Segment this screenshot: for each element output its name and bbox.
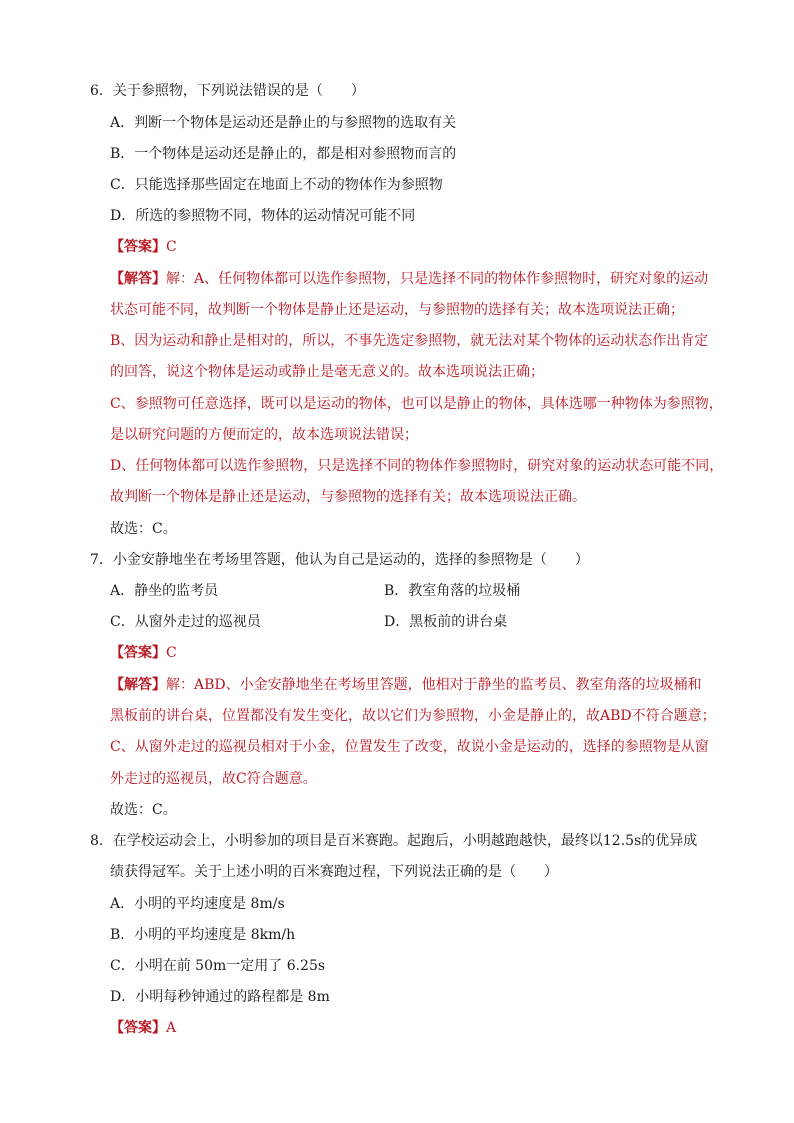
- answer-value: C: [166, 645, 177, 661]
- question-6-option-a: A．判断一个物体是运动还是静止的与参照物的选取有关: [110, 115, 457, 131]
- analysis-text: 解：A、任何物体都可以选作参照物，只是选择不同的物体作参照物时，研究对象的运动: [166, 271, 709, 287]
- question-7-option-b: B．教室角落的垃圾桶: [384, 583, 521, 599]
- question-6-option-d: D．所选的参照物不同，物体的运动情况可能不同: [110, 208, 416, 224]
- question-6-analysis-line-2: 状态可能不同，故判断一个物体是静止还是运动，与参照物的选择有关；故本选项说法正确；: [110, 302, 684, 318]
- question-7-conclusion: 故选：C。: [110, 802, 177, 818]
- question-7-analysis-line-4: 外走过的巡视员，故C符合题意。: [110, 771, 317, 787]
- question-6-analysis-line-6: 是以研究问题的方便而定的，故本选项说法错误；: [110, 427, 418, 443]
- answer-value: C: [166, 239, 177, 255]
- analysis-tag: 【解答】: [110, 271, 166, 287]
- question-6-option-c: C．只能选择那些固定在地面上不动的物体作为参照物: [110, 177, 443, 193]
- question-7-option-a: A．静坐的监考员: [110, 583, 219, 599]
- analysis-text: 解：ABD、小金安静地坐在考场里答题，他相对于静坐的监考员、教室角落的垃圾桶和: [166, 677, 702, 693]
- question-6-conclusion: 故选：C。: [110, 521, 177, 537]
- analysis-tag: 【解答】: [110, 677, 166, 693]
- question-7-stem: 7．小金安静地坐在考场里答题，他认为自己是运动的，选择的参照物是（ ）: [90, 552, 589, 568]
- question-7-option-d: D．黑板前的讲台桌: [384, 614, 508, 630]
- question-6-answer: [110, 237, 177, 257]
- question-7-analysis-line-3: C、从窗外走过的巡视员相对于小金，位置发生了改变，故说小金是运动的，选择的参照物是从窗: [110, 739, 709, 755]
- question-6-analysis-line-8: 故判断一个物体是静止还是运动，与参照物的选择有关；故本选项说法正确。: [110, 489, 586, 505]
- answer-tag: 【答案】: [110, 1020, 166, 1036]
- question-8-stem-line-1: 8．在学校运动会上，小明参加的项目是百米赛跑。起跑后，小明越跑越快，最终以12.5s的优异成: [90, 833, 698, 849]
- answer-tag: 【答案】: [110, 645, 166, 661]
- question-8-answer: [110, 1018, 176, 1038]
- question-8-option-d: D．小明每秒钟通过的路程都是 8m: [110, 989, 330, 1005]
- question-8-option-a: A．小明的平均速度是 8m/s: [110, 896, 285, 912]
- question-6-analysis-line-7: D、任何物体都可以选作参照物，只是选择不同的物体作参照物时，研究对象的运动状态可能不同，: [110, 458, 724, 474]
- question-8-stem-line-2: 绩获得冠军。关于上述小明的百米赛跑过程，下列说法正确的是（ ）: [110, 864, 558, 880]
- answer-value: A: [166, 1020, 177, 1036]
- question-8-option-c: C．小明在前 50m一定用了 6.25s: [110, 958, 326, 974]
- question-7-option-c: C．从窗外走过的巡视员: [110, 614, 261, 630]
- question-6-analysis-line-3: B、因为运动和静止是相对的，所以，不事先选定参照物，就无法对某个物体的运动状态作出肯定: [110, 333, 709, 349]
- question-6-analysis-line-4: 的回答，说这个物体是运动或静止是毫无意义的。故本选项说法正确；: [110, 364, 544, 380]
- question-7-analysis-line-2: 黑板前的讲台桌，位置都没有发生变化，故以它们为参照物，小金是静止的，故ABD不符合题意；: [110, 708, 716, 724]
- question-6-stem: 6．关于参照物，下列说法错误的是（ ）: [90, 83, 365, 99]
- question-7-analysis-line-1: [110, 675, 702, 695]
- question-6-analysis-line-5: C、参照物可任意选择，既可以是运动的物体，也可以是静止的物体，具体选哪一种物体为参照物，: [110, 396, 723, 412]
- question-6-option-b: B．一个物体是运动还是静止的，都是相对参照物而言的: [110, 146, 457, 162]
- question-7-answer: [110, 643, 177, 663]
- answer-tag: 【答案】: [110, 239, 166, 255]
- question-8-option-b: B．小明的平均速度是 8km/h: [110, 927, 296, 943]
- question-6-analysis-line-1: [110, 269, 708, 289]
